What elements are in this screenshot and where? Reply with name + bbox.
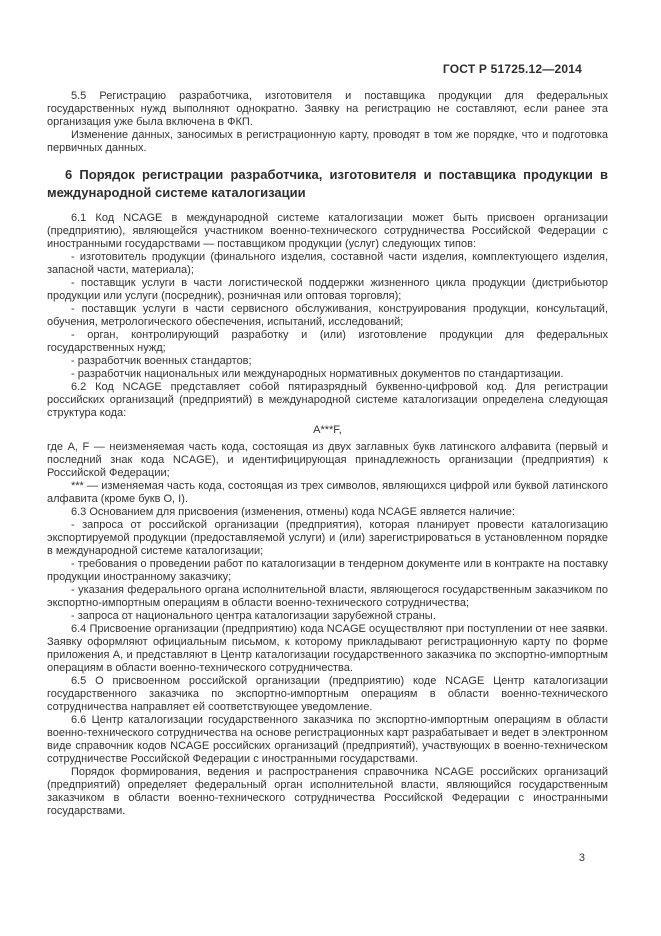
list-item-controlling-body: - орган, контролирующий разработку и (или) изготовление продукции для федеральных государственных нужд; bbox=[47, 329, 608, 354]
definition-variable-part: *** — изменяемая часть кода, состоящая из трех символов, являющихся цифрой или буквой латинского алфавита (кроме букв O, I). bbox=[47, 480, 608, 505]
paragraph-6-1: 6.1 Код NCAGE в международной системе каталогизации может быть присвоен организации (предприятию), являющейся участником военно-технического сотрудничества Российской Федерации с иностранными государствами — поставщиком продукции (услуг) следующих типов: bbox=[47, 212, 608, 250]
standard-number-header: ГОСТ Р 51725.12—2014 bbox=[442, 62, 582, 76]
paragraph-directory-order: Порядок формирования, ведения и распространения справочника NCAGE российских организаций (предприятий) определяет федеральный орган исполнительной власти, являющийся государственным заказчиком в области военно-технического сотрудничества Российской Федерации с иностранными государствами. bbox=[47, 766, 608, 817]
list-item-foreign-catalog-center-request: - запроса от национального центра каталогизации зарубежной страны. bbox=[71, 610, 436, 622]
section-6-heading: 6 Порядок регистрации разработчика, изготовителя и поставщика продукции в международной системе каталогизации bbox=[47, 167, 608, 200]
paragraph-5-5-continuation: Изменение данных, заносимых в регистрационную карту, проводят в том же порядке, что и подготовка первичных данных. bbox=[47, 129, 608, 154]
paragraph-6-4: 6.4 Присвоение организации (предприятию) кода NCAGE осуществляют при поступлении от нее заявки. Заявку оформляют официальным письмом, к которому прикладывают регистрационную карту по форме приложения А, и представляют в Центр каталогизации государственного заказчика по экспортно-импортным операциям в области военно-технического сотрудничества. bbox=[47, 623, 608, 674]
paragraph-6-6: 6.6 Центр каталогизации государственного заказчика по экспортно-импортным операциям в области военно-технического сотрудничества на основе регистрационных карт разрабатывает и ведет в электронном виде справочник кодов NCAGE российских организаций (предприятий), участвующих в военно-техническом сотрудничестве Российской Федерации с иностранными государствами. bbox=[47, 714, 608, 765]
paragraph-6-2: 6.2 Код NCAGE представляет собой пятиразрядный буквенно-цифровой код. Для регистрации российских организаций (предприятий) в международной системе каталогизации определена следующая структура кода: bbox=[47, 381, 608, 419]
list-item-military-standards-developer: - разработчик военных стандартов; bbox=[71, 355, 252, 367]
page-number: 3 bbox=[578, 852, 585, 864]
code-structure-formula: A***F, bbox=[313, 424, 342, 436]
list-item-federal-authority-instruction: - указания федерального органа исполнительной власти, являющегося государственным заказчиком по экспортно-импортным операциям в области военно-технического сотрудничества; bbox=[47, 584, 608, 609]
list-item-manufacturer: - изготовитель продукции (финального изделия, составной части изделия, комплектующего изделия, запасной части, материала); bbox=[47, 251, 608, 276]
paragraph-5-5: 5.5 Регистрацию разработчика, изготовителя и поставщика продукции для федеральных государственных нужд выполняют однократно. Заявку на регистрацию не составляют, если ранее эта организация уже была включена в ФКП. bbox=[47, 90, 608, 128]
paragraph-6-5: 6.5 О присвоенном российской организации (предприятию) коде NCAGE Центр каталогизации государственного заказчика по экспортно-импортным операциям в области военно-технического сотрудничества направляет ей соответствующее уведомление. bbox=[47, 675, 608, 713]
list-item-normative-documents-developer: - разработчик национальных или международных нормативных документов по стандартизации. bbox=[71, 368, 564, 380]
list-item-tender-requirement: - требования о проведении работ по каталогизации в тендерном документе или в контракте на поставку продукции иностранному заказчику; bbox=[47, 558, 608, 583]
list-item-logistics-supplier: - поставщик услуги в части логистической поддержки жизненного цикла продукции (дистрибьютор продукции или услуги (посредник), розничная или оптовая торговля); bbox=[47, 277, 608, 302]
document-body bbox=[47, 90, 608, 818]
definition-fixed-part: где A, F — неизменяемая часть кода, состоящая из двух заглавных букв латинского алфавита (первый и последний знак кода NCAGE), и идентифицирующая принадлежность организации (предприятия) к Российской Федерации; bbox=[47, 441, 608, 479]
list-item-service-supplier: - поставщик услуги в части сервисного обслуживания, конструирования продукции, консультаций, обучения, метрологического обеспечения, испытаний, исследований; bbox=[47, 303, 608, 328]
list-item-request-from-org: - запроса от российской организации (предприятия), которая планирует провести каталогизацию экспортируемой продукции (предоставляемой услуги) и (или) зарегистрироваться в установленном порядке в международной системе каталогизации; bbox=[47, 519, 608, 557]
paragraph-6-3: 6.3 Основанием для присвоения (изменения, отмены) кода NCAGE является наличие: bbox=[71, 506, 515, 518]
